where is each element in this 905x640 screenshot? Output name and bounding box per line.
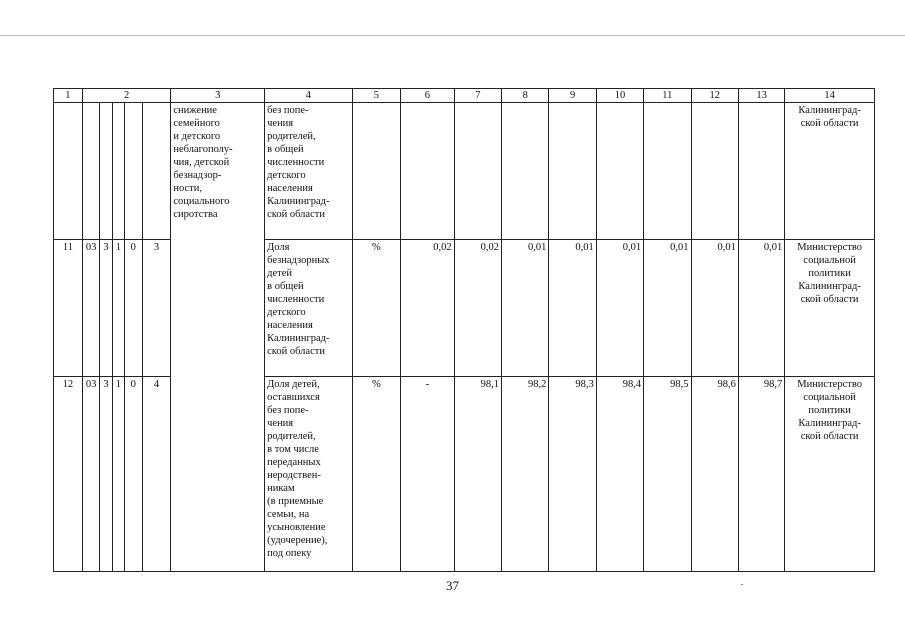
code-cell: 03 [82,240,100,377]
value-cell: 0,02 [401,240,455,377]
cont-indicator-cell: без попе- чения родителей, в общей численности детского населения Калининград- ской области [265,103,353,240]
code-cell: 3 [142,240,171,377]
indicator-cell: Доля безнадзорных детей в общей численности детского населения Калининград- ской области [265,240,353,377]
code-cell: 3 [100,240,112,377]
responsible-cell: Министерство социальной политики Калининград- ской области [785,377,875,572]
scan-speck [741,584,743,585]
code-cell: 1 [112,377,124,572]
header-cell-7: 7 [454,89,501,103]
page-number: 37 [446,578,459,593]
header-cell-9: 9 [549,89,596,103]
header-cell-10: 10 [596,89,643,103]
top-scan-rule [0,35,905,36]
code-cell: 0 [125,377,143,572]
cont-cell-6 [401,103,455,240]
header-cell-11: 11 [644,89,691,103]
value-cell: 0,01 [502,240,549,377]
row-number: 11 [54,240,83,377]
cont-cell-2b [100,103,112,240]
indicator-cell: Доля детей, оставшихся без попе- чения родителей, в том числе переданных неродствен- никам (в приемные семьи, на усыновление (удочерение), под опеку [265,377,353,572]
cont-cell-1 [54,103,83,240]
header-cell-1: 1 [54,89,83,103]
cont-cell-2c [112,103,124,240]
value-cell: 0,01 [596,240,643,377]
value-cell: 98,2 [502,377,549,572]
header-cell-13: 13 [738,89,784,103]
cont-cell-11 [644,103,691,240]
header-cell-14: 14 [785,89,875,103]
header-cell-12: 12 [691,89,738,103]
cont-cell-2d [125,103,143,240]
cont-cell-2a [82,103,100,240]
value-cell: 0,02 [454,240,501,377]
code-cell: 4 [142,377,171,572]
cont-cell-9 [549,103,596,240]
unit-cell: % [352,240,400,377]
cont-responsible-cell: Калининград- ской области [785,103,875,240]
unit-cell: % [352,377,400,572]
header-cell-2: 2 [82,89,171,103]
cont-cell-5 [352,103,400,240]
header-cell-8: 8 [502,89,549,103]
value-cell: - [401,377,455,572]
value-cell: 98,6 [691,377,738,572]
header-cell-6: 6 [401,89,455,103]
value-cell: 0,01 [691,240,738,377]
goal-description-cell: снижение семейного и детского неблагополу- чия, детской безнадзор- ности, социального сиротства [171,103,265,572]
value-cell: 98,1 [454,377,501,572]
value-cell: 98,3 [549,377,596,572]
row-number: 12 [54,377,83,572]
cont-cell-2e [142,103,171,240]
cont-cell-10 [596,103,643,240]
header-cell-5: 5 [352,89,400,103]
cont-cell-13 [738,103,784,240]
responsible-cell: Министерство социальной политики Калининград- ской области [785,240,875,377]
value-cell: 98,4 [596,377,643,572]
code-cell: 1 [112,240,124,377]
value-cell: 0,01 [738,240,784,377]
indicators-table [53,88,875,572]
value-cell: 0,01 [549,240,596,377]
continuation-row [54,103,875,240]
value-cell: 98,7 [738,377,784,572]
code-cell: 3 [100,377,112,572]
value-cell: 0,01 [644,240,691,377]
header-row [54,89,875,103]
code-cell: 0 [125,240,143,377]
header-cell-4: 4 [265,89,353,103]
cont-cell-8 [502,103,549,240]
cont-cell-12 [691,103,738,240]
header-cell-3: 3 [171,89,265,103]
code-cell: 03 [82,377,100,572]
value-cell: 98,5 [644,377,691,572]
cont-cell-7 [454,103,501,240]
